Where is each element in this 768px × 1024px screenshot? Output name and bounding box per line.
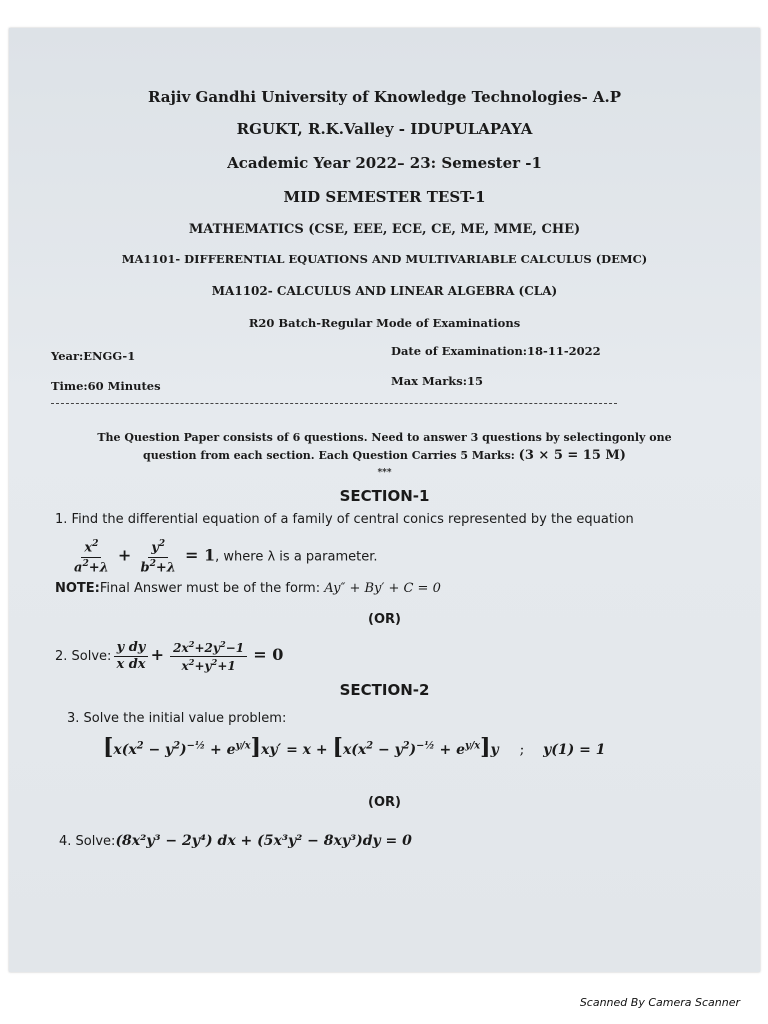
section-2-title: SECTION-2 xyxy=(339,681,430,699)
stars-separator: *** xyxy=(377,468,392,478)
test-name: MID SEMESTER TEST-1 xyxy=(283,188,486,206)
fraction-ratio: $\frac{\text{y dy}}{\text{x dx}}$ xyxy=(113,641,148,673)
fraction-y: $\frac{y^2}{b^2+\lambda}$ xyxy=(140,538,176,575)
question-3-text: 3. Solve the initial value problem: xyxy=(67,711,287,726)
course-code-2: MA1102- CALCULUS AND LINEAR ALGEBRA (CLA) xyxy=(211,284,558,298)
max-marks: Max Marks:15 xyxy=(391,374,483,388)
divider xyxy=(51,403,617,404)
instructions-line-1: The Question Paper consists of 6 questions. Need to answer 3 questions by selectingonly one xyxy=(97,431,672,444)
question-3-equation: $[x(x^2 - y^2)^{-\frac{1}{2}} + e^{y/x}]xy' = x + [x(x^2 - y^2)^{-\frac{1}{2}} + e^{y/x}]y$ ; y(1) = 1 xyxy=(103,734,606,760)
note-text: Final Answer must be of the form: xyxy=(99,581,325,596)
question-4-label: 4. Solve: xyxy=(59,834,116,849)
course-code-1: MA1101- DIFFERENTIAL EQUATIONS AND MULTIVARIABLE CALCULUS (DEMC) xyxy=(121,252,648,266)
note-label: NOTE: xyxy=(55,581,100,596)
subject-title: MATHEMATICS (CSE, EEE, ECE, CE, ME, MME, CHE) xyxy=(188,222,581,237)
question-1-equation: $\frac{x^2}{a^2+\lambda}$ + $\frac{y^2}{b^2+\lambda}$ = 1, where λ is a parameter. xyxy=(69,539,378,575)
instructions-text: question from each section. Each Question Carries 5 Marks: xyxy=(143,449,515,462)
exam-paper xyxy=(9,28,760,972)
academic-year: Academic Year 2022– 23: Semester -1 xyxy=(227,154,542,172)
marks-formula: (3 × 5 = 15 M) xyxy=(518,448,626,463)
question-2-label: 2. Solve: xyxy=(55,649,112,665)
campus-name: RGUKT, R.K.Valley - IDUPULAPAYA xyxy=(236,120,533,138)
question-4-formula: (8x²y³ − 2y⁴) dx + (5x³y² − 8xy³)dy = 0 xyxy=(115,833,412,849)
note-formula: Ay″ + By′ + C = 0 xyxy=(324,581,441,596)
or-separator-1: (OR) xyxy=(368,612,401,627)
initial-condition: y(1) = 1 xyxy=(543,742,606,758)
time-label: Time:60 Minutes xyxy=(51,379,161,393)
section-1-title: SECTION-1 xyxy=(339,487,430,505)
question-2: 2. Solve: $\frac{\text{y dy}}{\text{x dx}}$ + $\frac{2x^2+2y^2-1}{x^2+y^2+1}$ = 0 xyxy=(55,639,284,674)
instructions-line-2 xyxy=(9,448,760,463)
question-1-note xyxy=(55,581,441,596)
question-4 xyxy=(59,833,412,849)
question-1-parameter-note: , where λ is a parameter. xyxy=(215,549,378,565)
question-1-text: 1. Find the differential equation of a family of central conics represented by the equation xyxy=(55,512,634,527)
or-separator-2: (OR) xyxy=(368,795,401,810)
year-label: Year:ENGG-1 xyxy=(51,349,136,363)
fraction-expression: $\frac{2x^2+2y^2-1}{x^2+y^2+1}$ xyxy=(170,640,247,673)
fraction-x: $\frac{x^2}{a^2+\lambda}$ xyxy=(74,538,109,575)
scanner-watermark: Scanned By Camera Scanner xyxy=(579,996,740,1009)
exam-date: Date of Examination:18-11-2022 xyxy=(391,344,601,358)
university-name: Rajiv Gandhi University of Knowledge Technologies- A.P xyxy=(147,88,622,106)
batch-info: R20 Batch-Regular Mode of Examinations xyxy=(248,316,521,330)
